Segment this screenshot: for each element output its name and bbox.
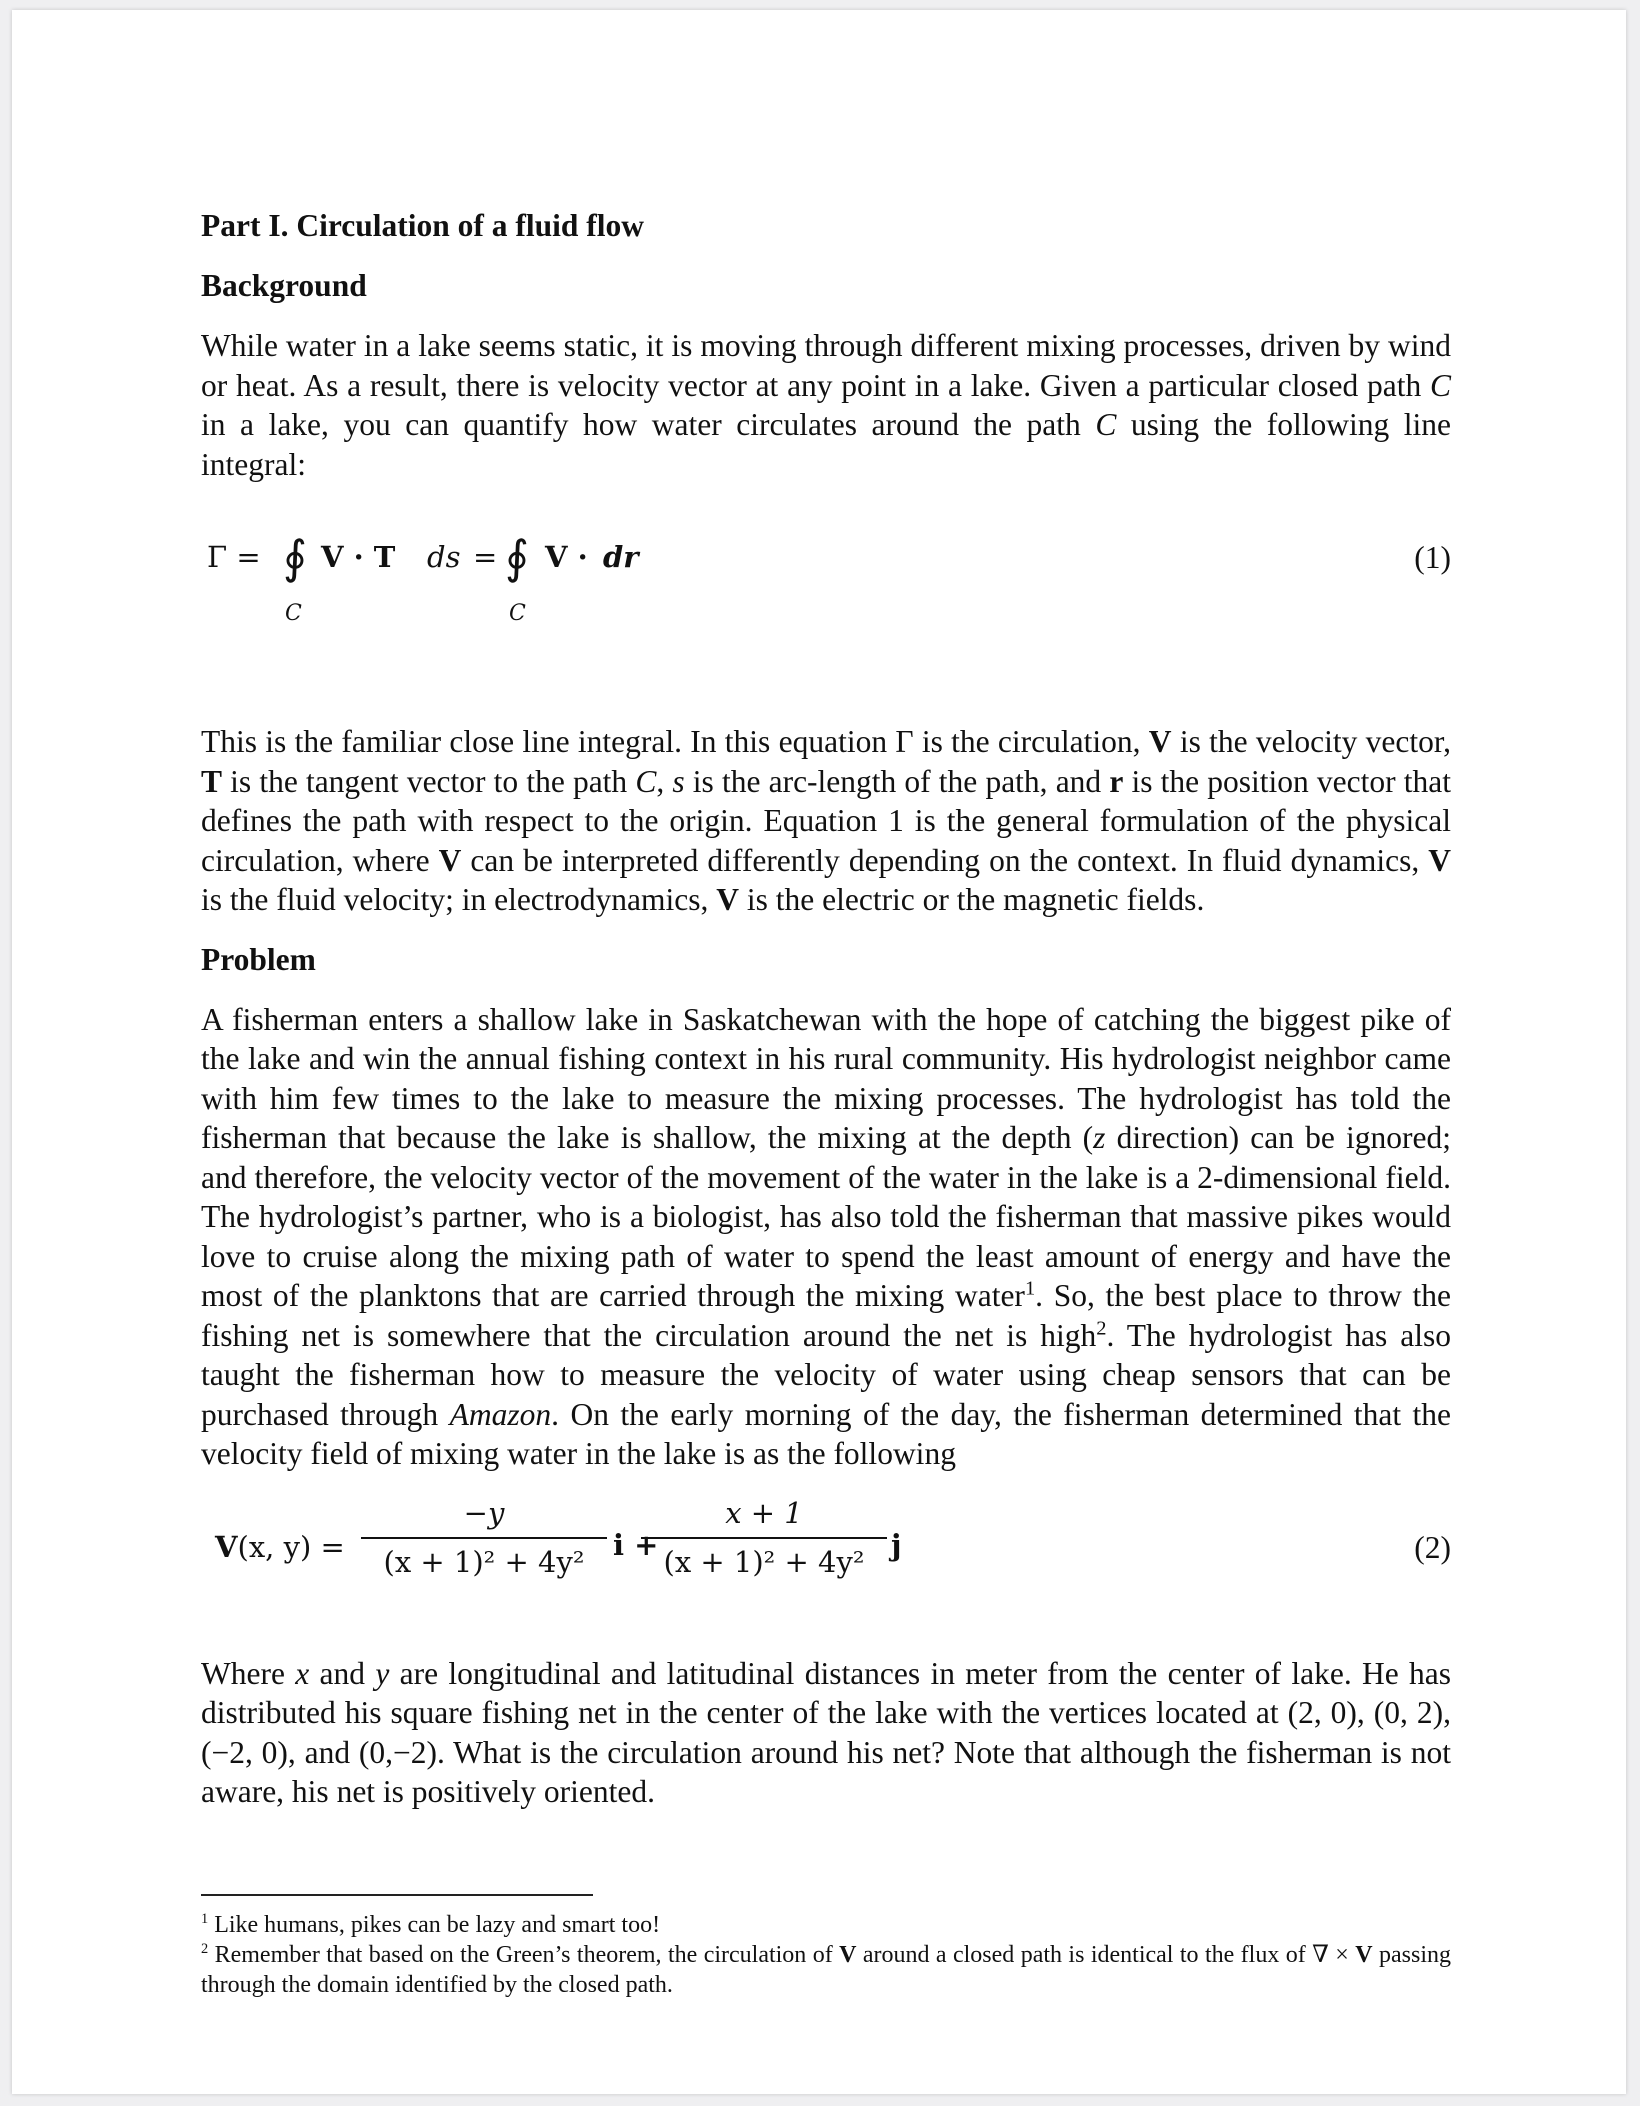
document-content	[201, 206, 1451, 2000]
eq1-ds: ds	[427, 540, 461, 574]
contour-integral-icon: ∮	[283, 530, 307, 584]
eq1-dr: dr	[603, 540, 639, 574]
equation-1-number: (1)	[1414, 540, 1451, 575]
eq2-j: j	[891, 1527, 902, 1562]
eq2-lhs-text: (x, y) =	[237, 1529, 345, 1564]
footnote-divider	[201, 1894, 593, 1896]
background-explanation-paragraph: This is the familiar close line integral. In this equation Γ is the circulation, V is the velocity vector, T is the tangent vector to the path C, s is the arc-length of the path, and r is the position vector that defines the path with respect to the origin. Equation 1 is the general formulation of the physical circulation, where V can be interpreted differently depending on the context. In fluid dynamics, V is the fluid velocity; in electrodynamics, V is the electric or the magnetic fields.	[201, 724, 1451, 917]
footnotes	[201, 1910, 1451, 2000]
footnote-1: $^1$ Like humans, pikes can be lazy and smart too!	[201, 1910, 661, 1938]
eq1-equals: =	[473, 540, 498, 574]
problem-heading: Problem	[201, 941, 316, 977]
eq1-term2: V ·	[545, 540, 588, 574]
eq1-term1: V · T	[321, 540, 396, 574]
background-intro-paragraph: While water in a lake seems static, it is moving through different mixing processes, driven by wind or heat. As a result, there is velocity vector at any point in a lake. Given a particular closed path C in a lake, you can quantify how water circulates around the path C using the following line integral:	[201, 328, 1451, 482]
equation-1	[201, 530, 1451, 662]
eq2-lhs: V(x, y) =	[215, 1529, 345, 1564]
document-page	[12, 10, 1626, 2094]
equation-2	[201, 1494, 1451, 1614]
footnote-ref-1: 1	[1024, 1277, 1036, 1300]
equation-2-number: (2)	[1414, 1529, 1451, 1565]
eq1-gamma: Γ =	[207, 540, 261, 574]
eq1-sub-c-1: C	[285, 601, 302, 626]
background-heading: Background	[201, 268, 367, 303]
part-title: Part I. Circulation of a fluid flow	[201, 208, 645, 243]
footnote-ref-2: 2	[1096, 1317, 1107, 1339]
eq2-fraction-2: $\frac{x + 1}{\text{(x + 1)² + 4y²}}$	[641, 1494, 887, 1583]
problem-paragraph: A fisherman enters a shallow lake in Saskatchewan with the hope of catching the biggest pike of the lake and win the annual fishing context in his rural community. His hydrologist neighbor came with him few times to the lake to measure the mixing processes. The hydrologist has told the fisherman that because the lake is shallow, the mixing at the depth (z direction) can be ignored; and therefore, the velocity vector of the movement of the water in the lake is a 2-dimensional field. The hydrologist’s partner, who is a biologist, has also told the fisherman that massive pikes would love to cruise along the mixing path of water to spend the least amount of energy and have the most of the planktons that are carried through the mixing water$^1$. So, the best place to throw the fishing net is somewhere that the circulation around the net is high$^2$. The hydrologist has also taught the fisherman how to measure the velocity of water using cheap sensors that can be purchased through Amazon. On the early morning of the day, the fisherman determined that the velocity field of mixing water in the lake is as the following	[201, 1001, 1452, 1471]
eq1-sub-c-2: C	[509, 601, 526, 626]
eq2-fraction-1: $\frac{-y}{\text{(x + 1)² + 4y²}}$	[361, 1494, 607, 1583]
eq2-i: i +	[613, 1527, 659, 1562]
problem-closing-paragraph: Where x and y are longitudinal and latitudinal distances in meter from the center of lake. He has distributed his square fishing net in the center of the lake with the vertices located at (2, 0), (0, 2), (−2, 0), and (0,−2). What is the circulation around his net? Note that although the fisherman is not aware, his net is positively oriented.	[201, 1655, 1452, 1809]
footnote-2: $^2$ Remember that based on the Green’s theorem, the circulation of V around a closed path is identical to the flux of ∇ × V passing through the domain identified by the closed path.	[201, 1940, 1451, 1998]
contour-integral-icon-2: ∮	[505, 530, 529, 584]
